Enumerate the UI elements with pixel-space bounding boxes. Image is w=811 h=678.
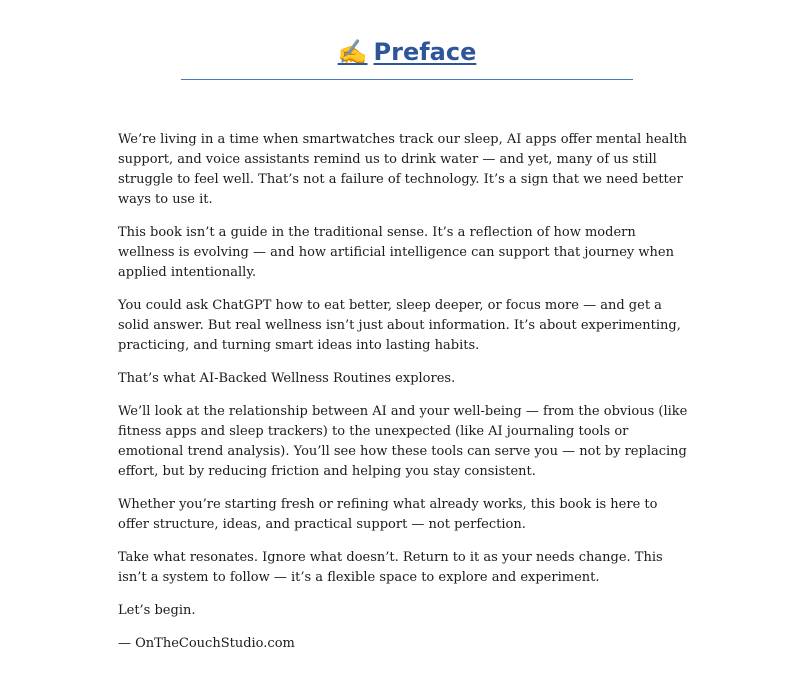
paragraph-7: Take what resonates. Ignore what doesn’t. Return to it as your needs change. This isn’t a system to follow — it’s a flexible space to explore and experiment.	[118, 550, 663, 585]
paragraph-6: Whether you’re starting fresh or refining what already works, this book is here to offer structure, ideas, and practical support — not perfection.	[118, 497, 658, 532]
writing-hand-icon: ✍️	[337, 38, 368, 66]
title-text: Preface	[373, 38, 477, 66]
paragraph-3: You could ask ChatGPT how to eat better, sleep deeper, or focus more — and get a solid answer. But real wellness isn’t just about information. It’s about experimenting, practicing, and turning smart ideas into lasting habits.	[118, 298, 681, 353]
signature: — OnTheCouchStudio.com	[118, 636, 295, 651]
paragraph-2: This book isn’t a guide in the traditional sense. It’s a reflection of how modern wellness is evolving — and how artificial intelligence can support that journey when applied intentionally.	[118, 225, 674, 280]
paragraph-1: We’re living in a time when smartwatches track our sleep, AI apps offer mental health support, and voice assistants remind us to drink water — and yet, many of us still struggle to feel well. That’s not a failure of technology. It’s a sign that we need better ways to use it.	[118, 132, 688, 207]
paragraph-8: Let’s begin.	[118, 603, 196, 618]
paragraph-4: That’s what AI-Backed Wellness Routines explores.	[118, 371, 456, 386]
preface-body	[118, 130, 688, 667]
page-title	[338, 34, 477, 70]
paragraph-5: We’ll look at the relationship between AI and your well-being — from the obvious (like fitness apps and sleep trackers) to the unexpected (like AI journaling tools or emotional trend analysis). You’ll see how these tools can serve you — not by replacing effort, but by reducing friction and helping you stay consistent.	[118, 404, 688, 479]
preface-heading	[181, 34, 633, 80]
